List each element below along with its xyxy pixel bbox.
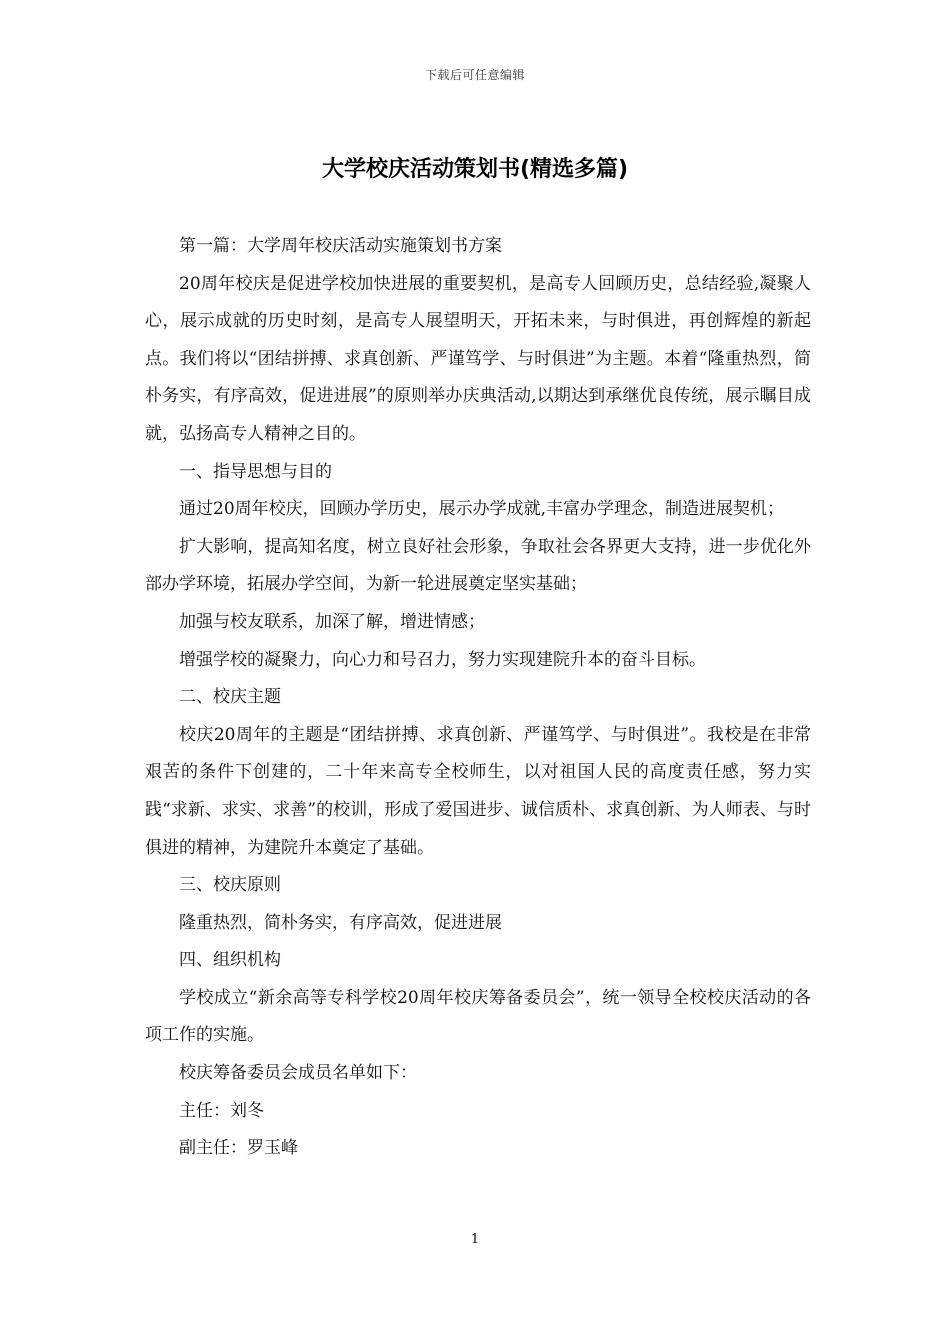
paragraph-goal-cohesion: 增强学校的凝聚力，向心力和号召力，努力实现建院升本的奋斗目标。 (179, 649, 706, 670)
page-number: 1 (470, 1232, 480, 1247)
paragraph-member-list-intro: 校庆筹备委员会成员名单如下： (179, 1063, 417, 1084)
paragraph-deputy-director: 副主任：罗玉峰 (179, 1138, 298, 1159)
section-heading-part-one: 第一篇：大学周年校庆活动实施策划书方案 (179, 236, 502, 256)
paragraph-intro: 20周年校庆是促进学校加快进展的重要契机，是高专人回顾历史，总结经验,凝聚人心，展示成就的历史时刻，是高专人展望明天，开拓未来，与时俱进，再创辉煌的新起点。我们将以“团结拼搏、求真创新、严谨笃学、与时俱进”为主题。本着“隆重热烈，简朴务实，有序高效，促进进展”的原则举办庆典活动,以期达到承继优良传统，展示瞩目成就，弘扬高专人精神之目的。 (145, 273, 811, 444)
section-heading-guiding-ideas: 一、指导思想与目的 (179, 461, 332, 482)
section-heading-principles: 三、校庆原则 (179, 875, 281, 896)
paragraph-goal-expand-influence: 扩大影响，提高知名度，树立良好社会形象，争取社会各界更大支持，进一步优化外部办学环境，拓展办学空间，为新一轮进展奠定坚实基础； (145, 536, 811, 595)
document-body (145, 228, 811, 1168)
page-header: 下载后可任意编辑 (424, 68, 525, 82)
paragraph-theme: 校庆20周年的主题是“团结拼搏、求真创新、严谨笃学、与时俱进”。我校是在非常艰苦的条件下创建的，二十年来高专全校师生，以对祖国人民的高度责任感，努力实践“求新、求实、求善”的校训，形成了爱国进步、诚信质朴、求真创新、为人师表、与时俱进的精神，为建院升本奠定了基础。 (145, 724, 811, 858)
paragraph-principles: 隆重热烈，简朴务实，有序高效，促进进展 (179, 912, 502, 933)
section-heading-theme: 二、校庆主题 (179, 687, 281, 708)
paragraph-goal-review-history: 通过20周年校庆，回顾办学历史，展示办学成就,丰富办学理念，制造进展契机； (179, 499, 785, 520)
paragraph-committee: 学校成立“新余高等专科学校20周年校庆筹备委员会”，统一领导全校校庆活动的各项工作的实施。 (145, 987, 811, 1046)
paragraph-director: 主任：刘冬 (179, 1100, 264, 1121)
paragraph-goal-alumni: 加强与校友联系，加深了解，增进情感； (179, 611, 485, 632)
document-title: 大学校庆活动策划书(精选多篇) (321, 157, 629, 182)
section-heading-organization: 四、组织机构 (179, 950, 281, 971)
